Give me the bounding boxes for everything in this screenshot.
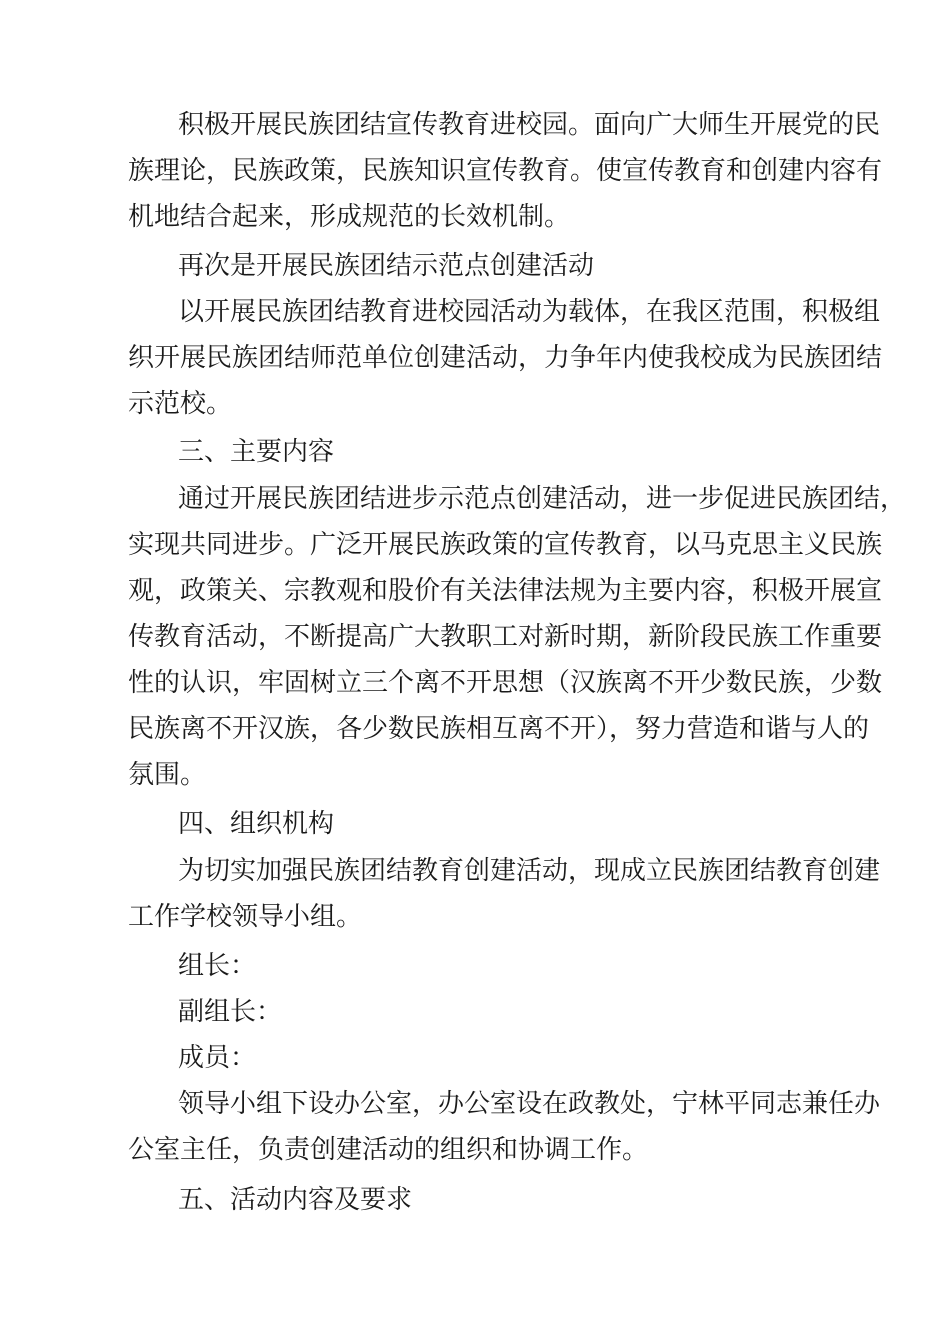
paragraph-line: 领导小组下设办公室，办公室设在政教处，宁林平同志兼任办 [178,1089,881,1119]
paragraph-line: 性的认识，牢固树立三个离不开思想（汉族离不开少数民族，少数 [128,668,883,698]
paragraph-line: 传教育活动，不断提高广大教职工对新时期，新阶段民族工作重要 [128,622,883,652]
paragraph-line: 积极开展民族团结宣传教育进校园。面向广大师生开展党的民 [178,110,881,140]
paragraph-line: 族理论，民族政策，民族知识宣传教育。使宣传教育和创建内容有 [128,156,883,186]
paragraph-line: 观，政策关、宗教观和股价有关法律法规为主要内容，积极开展宣 [128,576,883,606]
section-heading: 四、组织机构 [178,809,335,839]
subheading-line: 再次是开展民族团结示范点创建活动 [178,251,595,281]
paragraph-line: 为切实加强民族团结教育创建活动，现成立民族团结教育创建 [178,856,881,886]
paragraph-line: 公室主任，负责创建活动的组织和协调工作。 [128,1135,649,1165]
paragraph-line: 工作学校领导小组。 [128,902,363,932]
paragraph-line: 民族离不开汉族，各少数民族相互离不开），努力营造和谐与人的 [128,714,870,744]
role-label-leader: 组长： [178,951,257,981]
paragraph-line: 织开展民族团结师范单位创建活动，力争年内使我校成为民族团结 [128,343,883,373]
role-label-deputy: 副组长： [178,997,283,1027]
paragraph-line: 以开展民族团结教育进校园活动为载体，在我区范围，积极组 [178,297,881,327]
paragraph-line: 氛围。 [128,760,207,790]
section-heading: 五、活动内容及要求 [178,1185,413,1215]
role-label-members: 成员： [178,1043,257,1073]
paragraph-line: 机地结合起来，形成规范的长效机制。 [128,202,571,232]
paragraph-line: 通过开展民族团结进步示范点创建活动，进一步促进民族团结， [178,484,907,514]
section-heading: 三、主要内容 [178,437,335,467]
paragraph-line: 实现共同进步。广泛开展民族政策的宣传教育，以马克思主义民族 [128,530,883,560]
paragraph-line: 示范校。 [128,389,233,419]
